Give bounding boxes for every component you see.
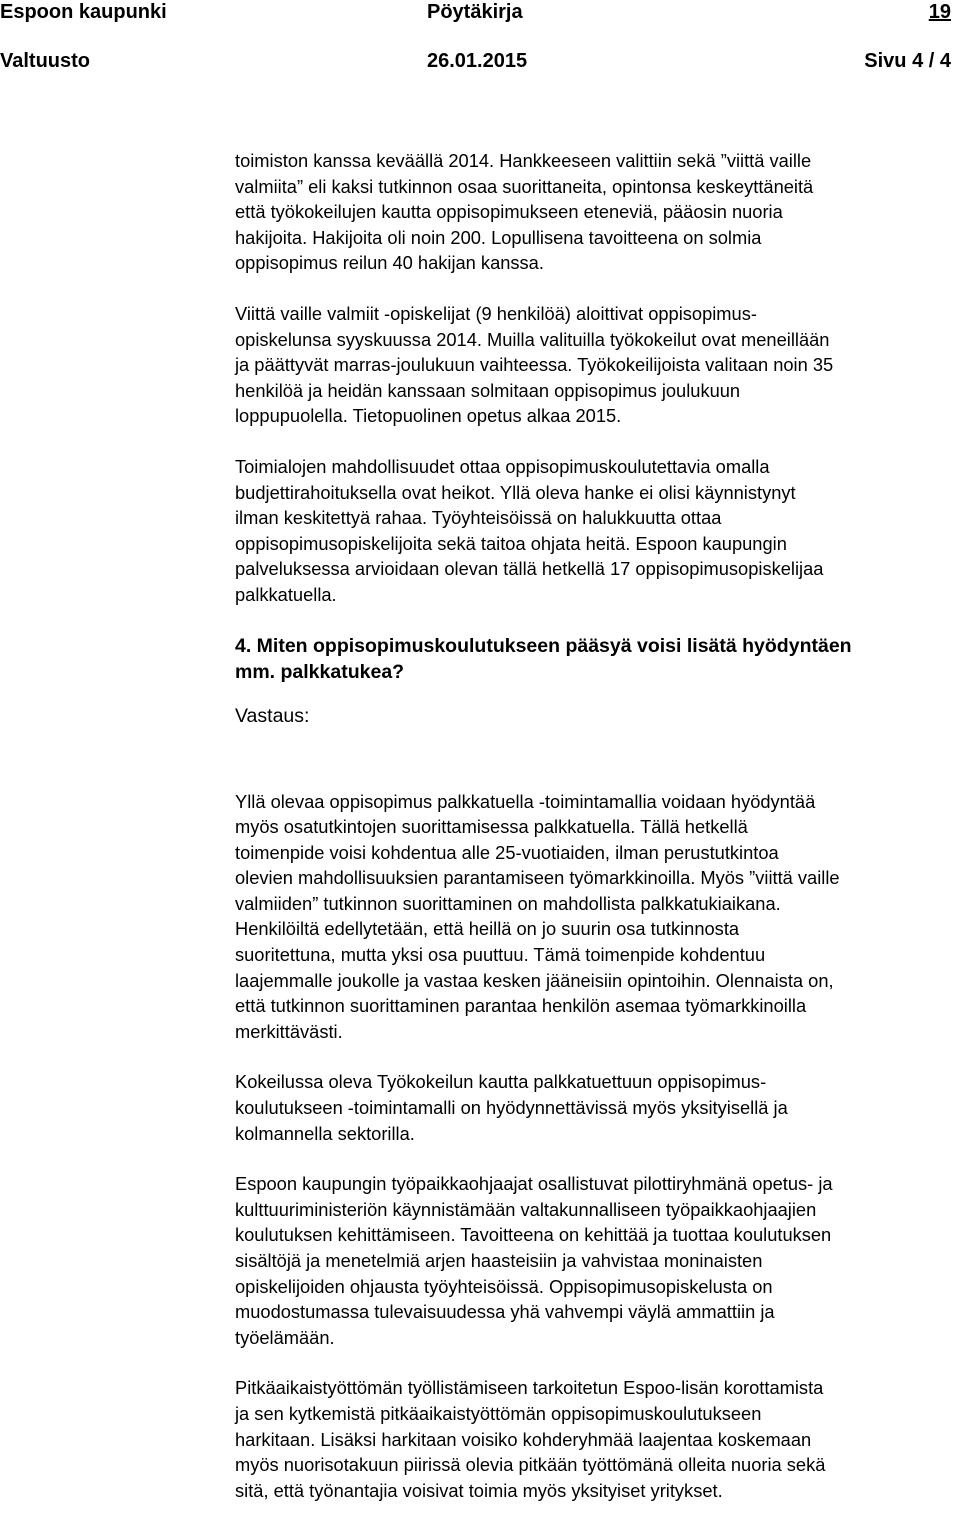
page-number: Sivu 4 / 4 <box>864 50 951 72</box>
section-number: 19 <box>928 1 951 23</box>
header-row-2 <box>0 46 960 76</box>
header-row-1 <box>0 0 960 27</box>
meeting-date: 26.01.2015 <box>427 50 528 72</box>
document-body <box>235 148 960 1528</box>
answer-paragraph-3: Espoon kaupungin työpaikkaohjaajat osallistuvat pilottiryhmänä opetus- ja kulttuuriministeriön käynnistämään valtakunnalliseen työpaikkaohjaajien koulutuksen kehittämiseen. Tavoitteena on kehittää ja tuottaa koulutuksen sisältöjä ja menetelmiä arjen haasteisiin ja vahvistaa moninaisten opiskelijoiden ohjausta työyhteisöissä. Oppisopimusopiskelusta on muodostumassa tulevaisuudessa yhä vahvempi väylä ammattiin ja työelämään. <box>235 1173 833 1348</box>
organization-name: Espoon kaupunki <box>0 1 167 23</box>
paragraph-1: toimiston kanssa keväällä 2014. Hankkeeseen valittiin sekä ”viittä vaille valmiita” eli kaksi tutkinnon osaa suorittaneita, opintonsa keskeyttäneitä että työkokeilujen kautta oppisopimukseen eteneviä, pääosin nuoria hakijoita. Hakijoita oli noin 200. Lopullisena tavoitteena on solmia oppisopimus reilun 40 hakijan kanssa. <box>235 150 814 274</box>
question-heading: 4. Miten oppisopimuskoulutukseen pääsyä voisi lisätä hyödyntäen mm. palkkatukea? <box>235 634 852 683</box>
paragraph-3: Toimialojen mahdollisuudet ottaa oppisopimuskoulutettavia omalla budjettirahoituksella ovat heikot. Yllä oleva hanke ei olisi käynnistynyt ilman keskitettyä rahaa. Työyhteisöissä on halukkuutta ottaa oppisopimusopiskelijoita sekä taitoa ohjata heitä. Espoon kaupungin palveluksessa arvioidaan olevan tällä hetkellä 17 oppisopimusopiskelijaa palkkatuella. <box>235 455 824 605</box>
governing-body: Valtuusto <box>0 50 91 72</box>
answer-label: Vastaus: <box>235 705 310 727</box>
document-type: Pöytäkirja <box>427 1 523 23</box>
answer-label-spacer <box>235 714 960 789</box>
answer-paragraph-2: Kokeilussa oleva Työkokeilun kautta palkkatuettuun oppisopimus- koulutukseen -toimintamalli on hyödynnettävissä myös yksityisellä ja kolmannella sektorilla. <box>235 1071 788 1144</box>
answer-paragraph-1: Yllä olevaa oppisopimus palkkatuella -toimintamallia voidaan hyödyntää myös osatutkintojen suorittamisessa palkkatuella. Tällä hetkellä toimenpide voisi kohdentua alle 25-vuotiaiden, ilman perustutkintoa olevien mahdollisuuksien parantamiseen työmarkkinoilla. Myös ”viittä vaille valmiiden” tutkinnon suorittaminen on mahdollista palkkatukiaikana. Henkilöiltä edellytetään, että heillä on jo suurin osa tutkinnosta suoritettuna, mutta yksi osa puuttuu. Tämä toimenpide kohdentuu laajemmalle joukolle ja vastaa kesken jääneisiin opintoihin. Olennaista on, että tutkinnon suorittaminen parantaa henkilön asemaa työmarkkinoilla merkittävästi. <box>235 790 840 1042</box>
answer-paragraph-4: Pitkäaikaistyöttömän työllistämiseen tarkoitetun Espoo-lisän korottamista ja sen kytkemistä pitkäaikaistyöttömän oppisopimuskoulutukseen harkitaan. Lisäksi harkitaan voisiko kohderyhmää laajentaa koskemaan myös nuorisotakuun piirissä olevia pitkään työttömänä olleita nuoria sekä sitä, että työnantajia voisivat toimia myös yksityiset yritykset. <box>235 1377 826 1501</box>
paragraph-2: Viittä vaille valmiit -opiskelijat (9 henkilöä) aloittivat oppisopimus- opiskelunsa syyskuussa 2014. Muilla valituilla työkokeilut ovat meneillään ja päättyvät marras-joulukuun vaihteessa. Työkokeilijoista valitaan noin 35 henkilöä ja heidän kanssaan solmitaan oppisopimus joulukuun loppupuolella. Tietopuolinen opetus alkaa 2015. <box>235 302 834 427</box>
